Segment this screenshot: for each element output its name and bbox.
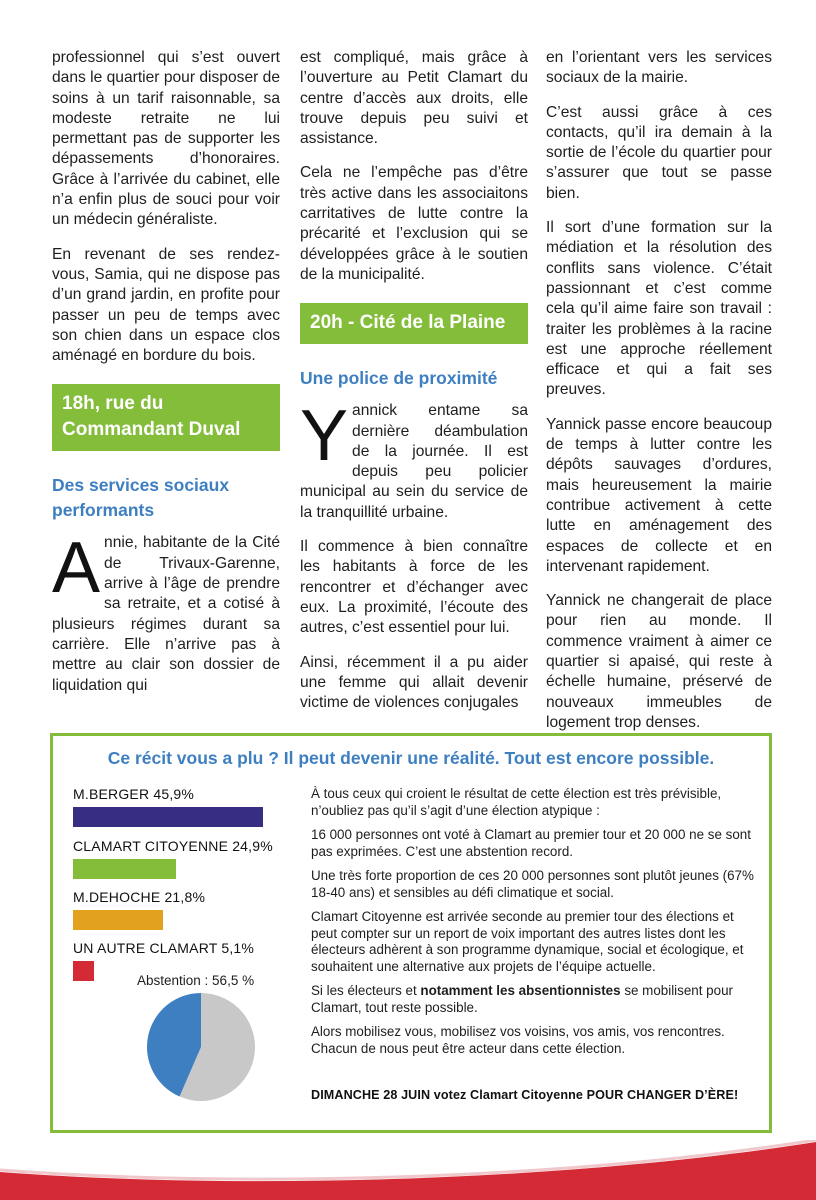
bar-label: M.BERGER 45,9% [73, 786, 195, 802]
paragraph-with-dropcap [300, 396, 528, 523]
bar-berger [73, 807, 263, 827]
paragraph: Il sort d’une formation sur la médiation et la résolution des conflits sans violence. C’était passionnant et c’est comme cela qu’il aime faire son travail : traiter les problèmes à la racine est une approche réellement efficace et qui a fait ses preuves. [546, 219, 772, 399]
section-banner-plaine: 20h - Cité de la Plaine [300, 303, 528, 344]
column-left [52, 48, 280, 710]
paragraph [311, 983, 756, 1016]
bar-label: M.DEHOCHE 21,8% [73, 889, 206, 905]
box-text [311, 786, 756, 1065]
drop-cap: Y [300, 396, 349, 477]
paragraph: Clamart Citoyenne est arrivée seconde au premier tour des élections et peut compter sur un report de voix important des autres listes dont les électeurs adhèrent à son programme dynamique, social et écologique, et souhaitent une alternative aux projets de l’équipe actuelle. [311, 909, 744, 974]
bar-label: CLAMART CITOYENNE 24,9% [73, 838, 273, 854]
box-title: Ce récit vous a plu ? Il peut devenir une réalité. Tout est encore possible. [107, 748, 715, 768]
bar-label: UN AUTRE CLAMART 5,1% [73, 940, 255, 956]
bar-clamart-citoyenne [73, 859, 176, 879]
paragraph: Une très forte proportion de ces 20 000 personnes sont plutôt jeunes (67% 18-40 ans) et sensibles au défi climatique et social. [311, 868, 754, 900]
paragraph: 16 000 personnes ont voté à Clamart au premier tour et 20 000 ne se sont pas exprimées. C’est une abstention record. [311, 827, 751, 859]
paragraph-text: nnie, habitante de la Cité de Trivaux-Garenne, arrive à l’âge de prendre sa retraite, et a cotisé à plusieurs régimes durant sa carrière. Elle n’arrive pas à mettre au clair son dossier de liquidation qui [52, 534, 280, 694]
paragraph: Yannick passe encore beaucoup de temps à lutter contre les dépôts sauvages d’ordures, mais heureusement la mairie contribue activement à cette lutte en aménagement des espaces de collecte et en intervenant rapidement. [546, 415, 772, 575]
paragraph: En revenant de ses rendez-vous, Samia, qui ne dispose pas d’un grand jardin, en profite pour passer un peu de temps avec son chien dans un espace clos aménagé en bordure du bois. [52, 245, 280, 365]
section-banner-duval: 18h, rue du Commandant Duval [52, 384, 280, 451]
text: Si les électeurs et [311, 983, 421, 998]
result-row [73, 838, 273, 879]
vote-call-to-action: DIMANCHE 28 JUIN votez Clamart Citoyenne POUR CHANGER D’ÈRE! [311, 1088, 739, 1102]
abstention-pie-chart [145, 991, 257, 1103]
paragraph: en l’orientant vers les services sociaux de la mairie. [546, 49, 772, 87]
paragraph-with-dropcap [52, 528, 280, 695]
column-right [546, 48, 772, 747]
paragraph: Ainsi, récemment il a pu aider une femme qui allait devenir victime de violences conjugales [300, 653, 528, 712]
paragraph: professionnel qui s’est ouvert dans le quartier pour disposer de soins à un tarif raisonnable, sa modeste retraite ne lui permettant pas de supporter les dépassements d’honoraires. Grâce à l’arrivée du cabinet, elle n’a enfin plus de souci pour voir un médecin généraliste. [52, 49, 280, 229]
text: se mobilisent pour Clamart, tout reste possible. [311, 983, 733, 1015]
bar-dehoche [73, 910, 163, 930]
bold-text: notamment les absentionnistes [420, 983, 621, 998]
paragraph: Il commence à bien connaître les habitants à force de les rencontrer et d’échanger avec eux. La proximité, l’écoute des autres, c’est essentiel pour lui. [300, 538, 528, 637]
call-to-action-box [50, 733, 772, 1133]
bar-autre-clamart [73, 961, 94, 981]
red-wave [0, 1142, 816, 1200]
section-subheading: Des services sociaux performants [52, 475, 230, 521]
footer-wave-decoration [0, 1140, 816, 1200]
result-row [73, 786, 263, 827]
paragraph: Alors mobilisez vous, mobilisez vos voisins, vos amis, vos rencontres. Chacun de nous peut être acteur dans cette élection. [311, 1024, 725, 1056]
column-middle [300, 48, 528, 727]
paragraph: À tous ceux qui croient le résultat de cette élection est très prévisible, n’oubliez pas qu’il s’agit d’une élection atypique : [311, 786, 722, 818]
paragraph: est compliqué, mais grâce à l’ouverture au Petit Clamart du centre d’accès aux droits, elle trouve depuis peu suivi et assistance. [300, 49, 528, 148]
result-row [73, 889, 205, 930]
paragraph: Yannick ne changerait de place pour rien au monde. Il commence vraiment à aimer ce quartier si apaisé, qui reste à échelle humaine, préservé de nouveaux immeubles de logement trop denses. [546, 592, 772, 731]
pie-title: Abstention : 56,5 % [137, 973, 255, 988]
paragraph: Cela ne l’empêche pas d’être très active dans les associaitons carritatives de lutte contre la précarité et l’exclusion qui se développées grâce à le soutien de la municipalité. [300, 164, 528, 283]
drop-cap: A [52, 528, 101, 609]
section-subheading: Une police de proximité [300, 368, 498, 389]
paragraph-text: annick entame sa dernière déambulation de la journée. Il est depuis peu policier municipal au sein du service de la tranquillité urbaine. [300, 402, 528, 521]
paragraph: C’est aussi grâce à ces contacts, qu’il ira demain à la sortie de l’école du quartier pour s’assurer que tout se passe bien. [546, 103, 772, 202]
